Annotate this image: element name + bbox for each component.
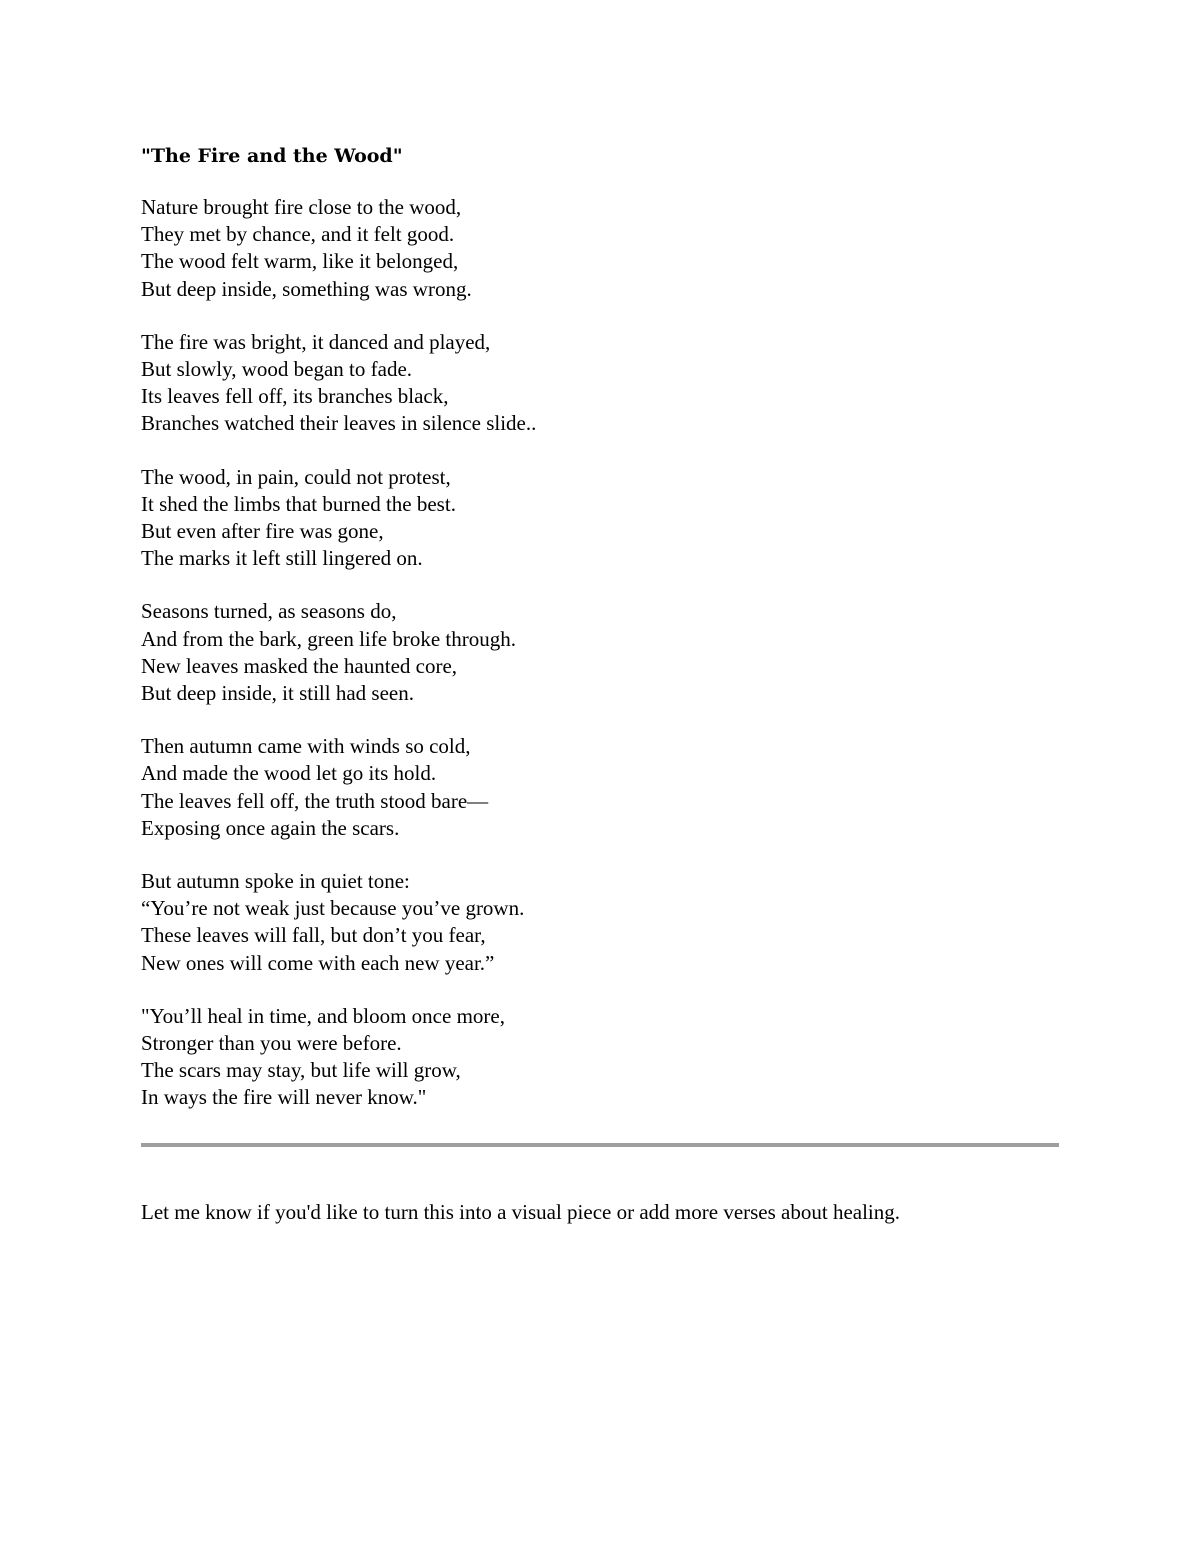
poem-stanza [141, 194, 1059, 303]
poem-line: Then autumn came with winds so cold, [141, 734, 471, 759]
poem-line: The wood, in pain, could not protest, [141, 464, 451, 489]
poem-line: The scars may stay, but life will grow, [141, 1058, 461, 1083]
poem-line: They met by chance, and it felt good. [141, 222, 455, 247]
poem-stanza [141, 598, 1059, 707]
poem-line: The leaves fell off, the truth stood bare— [141, 788, 489, 813]
poem-line: Stronger than you were before. [141, 1031, 402, 1056]
poem-line: But deep inside, something was wrong. [141, 276, 472, 301]
poem-line: The marks it left still lingered on. [141, 546, 423, 571]
poem-line: Branches watched their leaves in silence slide.. [141, 411, 537, 436]
horizontal-divider [141, 1143, 1059, 1147]
poem-stanza [141, 733, 1059, 842]
poem-line: And made the wood let go its hold. [141, 761, 437, 786]
document-page [141, 140, 1059, 1224]
poem-line: Nature brought fire close to the wood, [141, 195, 462, 219]
poem-line: “You’re not weak just because you’ve grown. [141, 896, 525, 921]
poem-stanza [141, 464, 1059, 573]
poem-stanza [141, 1003, 1059, 1112]
poem-stanza [141, 329, 1059, 438]
poem-title: "The Fire and the Wood" [141, 145, 403, 167]
poem-line: New leaves masked the haunted core, [141, 653, 458, 678]
closing-note: Let me know if you'd like to turn this into a visual piece or add more verses about healing. [141, 1200, 901, 1224]
poem-line: The wood felt warm, like it belonged, [141, 249, 459, 274]
poem-line: But deep inside, it still had seen. [141, 681, 414, 706]
poem-line: The fire was bright, it danced and played, [141, 329, 491, 354]
poem-line: In ways the fire will never know." [141, 1085, 427, 1110]
poem-line: These leaves will fall, but don’t you fear, [141, 923, 486, 948]
poem-line: It shed the limbs that burned the best. [141, 491, 456, 516]
poem-line: Seasons turned, as seasons do, [141, 599, 397, 624]
poem-body [141, 194, 1059, 1112]
poem-line: But even after fire was gone, [141, 519, 384, 544]
poem-line: "You’ll heal in time, and bloom once more, [141, 1003, 505, 1028]
poem-line: But autumn spoke in quiet tone: [141, 869, 410, 894]
poem-line: But slowly, wood began to fade. [141, 357, 413, 382]
poem-line: New ones will come with each new year.” [141, 950, 495, 975]
poem-line: Exposing once again the scars. [141, 815, 400, 840]
poem-line: And from the bark, green life broke through. [141, 626, 516, 651]
poem-stanza [141, 868, 1059, 977]
poem-line: Its leaves fell off, its branches black, [141, 384, 449, 409]
